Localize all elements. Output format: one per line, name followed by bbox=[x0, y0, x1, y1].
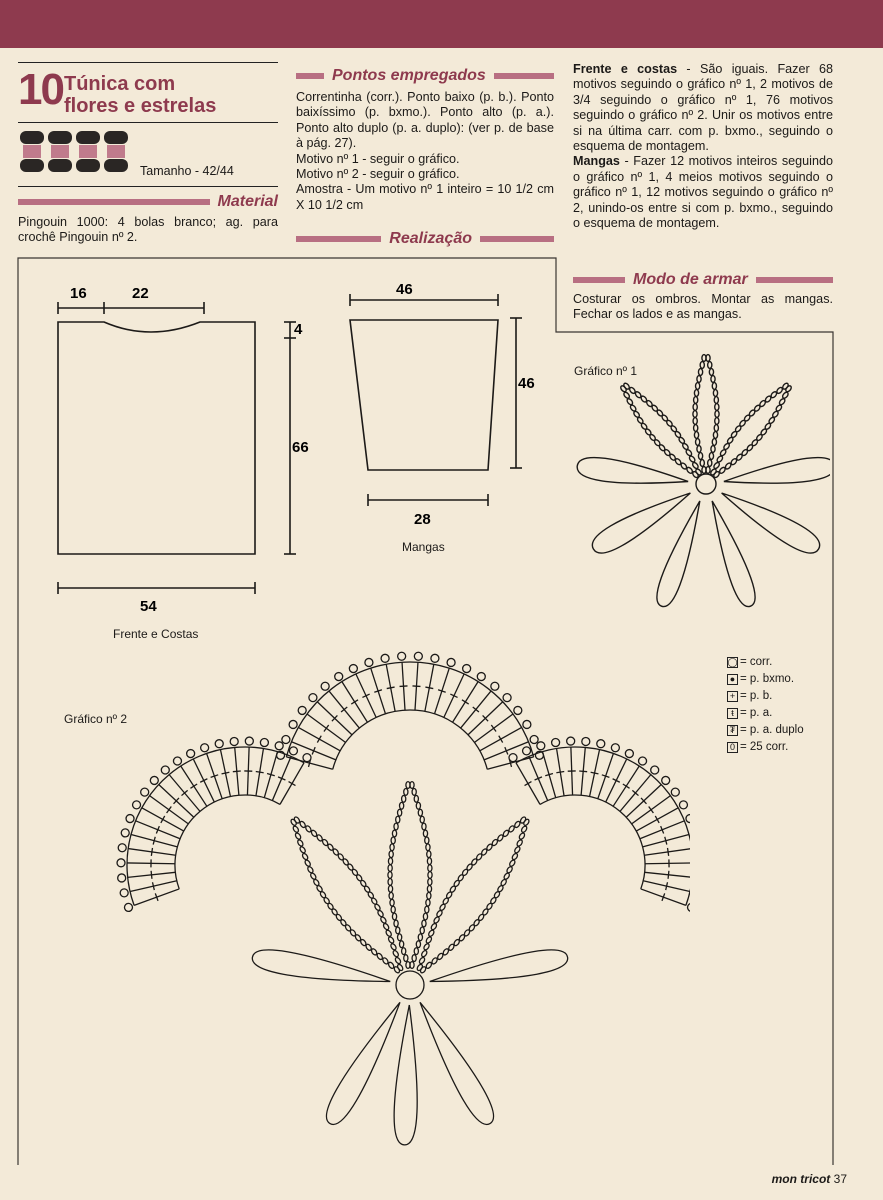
body-schematic bbox=[40, 280, 340, 620]
chain-loop-icon: 0 bbox=[727, 742, 738, 753]
legend-label: = p. b. bbox=[740, 690, 773, 702]
body-schematic-caption: Frente e Costas bbox=[113, 627, 199, 641]
dim-width: 54 bbox=[140, 598, 157, 615]
single-crochet-icon: + bbox=[727, 691, 738, 702]
realizacao-heading-label: Realização bbox=[389, 230, 472, 247]
legend-row bbox=[727, 654, 804, 671]
chart2-chain-loop bbox=[388, 782, 432, 969]
pontos-line-1: Correntinha (corr.). Ponto baixo (p. b.). Ponto baixíssimo (p. bxmo.). Ponto alto (p. a.). Ponto alto duplo (p. a. duplo): (ver p. de base à pág. 27). bbox=[296, 90, 554, 151]
chart1-petal bbox=[577, 458, 688, 484]
magazine-brand: mon tricot bbox=[771, 1172, 831, 1186]
chart2-chain-loop bbox=[416, 816, 530, 974]
title-line-1: Túnica com bbox=[64, 73, 176, 95]
dim-length: 66 bbox=[292, 439, 309, 456]
legend-row bbox=[727, 705, 804, 722]
legend-label: = p. a. bbox=[740, 707, 773, 719]
chart1-motif bbox=[566, 346, 830, 618]
chart1-center-ring bbox=[696, 474, 716, 494]
chart2-petal bbox=[430, 950, 568, 982]
legend-label: = 25 corr. bbox=[740, 741, 789, 753]
treble-crochet-icon: ₮ bbox=[727, 725, 738, 736]
page-footer bbox=[772, 1172, 847, 1186]
material-text: Pingouin 1000: 4 bolas branco; ag. para crochê Pingouin nº 2. bbox=[18, 215, 278, 245]
page-number: 37 bbox=[833, 1172, 847, 1186]
double-crochet-icon: ŧ bbox=[727, 708, 738, 719]
legend-label: = corr. bbox=[740, 656, 773, 668]
mangas-text: - Fazer 12 motivos inteiros seguindo o gráfico nº 1, 4 meios motivos seguindo o gráfico nº 1, 12 motivos seguindo o gráfico nº 2, unindo-os entre si com p. bxmo., seguindo o esquema de montagem. bbox=[573, 154, 833, 231]
dim-sleeve-bottom: 28 bbox=[414, 511, 431, 528]
dim-sleeve-length: 46 bbox=[518, 375, 535, 392]
chart2-petal bbox=[252, 950, 390, 982]
sleeve-schematic-caption: Mangas bbox=[402, 540, 445, 554]
chart1-petal bbox=[724, 458, 830, 484]
dim-neck: 22 bbox=[132, 285, 149, 302]
chart2-petal bbox=[420, 1002, 494, 1124]
legend-row bbox=[727, 688, 804, 705]
chart2-petal bbox=[326, 1002, 400, 1124]
modo-text: Costurar os ombros. Montar as mangas. Fechar os lados e as mangas. bbox=[573, 292, 833, 322]
dim-shoulder: 16 bbox=[70, 285, 87, 302]
sleeve-outline bbox=[350, 320, 498, 470]
chart1-caption: Gráfico nº 1 bbox=[574, 364, 638, 378]
chart2-chain-loop bbox=[290, 816, 404, 974]
sleeve-schematic bbox=[340, 278, 550, 528]
dim-neck-depth: 4 bbox=[294, 321, 303, 338]
modo-heading-label: Modo de armar bbox=[633, 271, 748, 288]
pontos-heading-label: Pontos empregados bbox=[332, 67, 486, 84]
size-label: Tamanho - 42/44 bbox=[140, 164, 234, 178]
chart2-top-fan bbox=[277, 652, 544, 769]
chart2-left-fan bbox=[117, 737, 311, 911]
chart1-chain-petal bbox=[693, 355, 719, 474]
mangas-label: Mangas bbox=[573, 154, 620, 169]
legend-label: = p. a. duplo bbox=[740, 724, 804, 736]
dim-sleeve-top: 46 bbox=[396, 281, 413, 298]
legend-row bbox=[727, 739, 804, 756]
pattern-number: 10 bbox=[18, 65, 63, 114]
legend-row bbox=[727, 722, 804, 739]
chart2-right-fan bbox=[509, 737, 690, 911]
pontos-line-4: Amostra - Um motivo nº 1 inteiro = 10 1/2 cm X 10 1/2 cm bbox=[296, 182, 554, 212]
body-outline bbox=[58, 322, 255, 554]
legend-label: = p. bxmo. bbox=[740, 673, 795, 685]
chart2-motif bbox=[110, 640, 690, 1160]
chart2-petal bbox=[394, 1005, 417, 1145]
frente-costas-text: - São iguais. Fazer 68 motivos seguindo o gráfico nº 1, 2 motivos de 3/4 seguindo o gráfico nº 1, 76 motivos seguindo o gráfico nº 2. Unir os motivos entre si na última carr. com p. bxmo., seguindo o esquema de montagem. bbox=[573, 62, 833, 154]
frente-costas-label: Frente e costas bbox=[573, 62, 678, 76]
material-heading-label: Material bbox=[217, 193, 278, 210]
chart2-center-ring bbox=[396, 971, 424, 999]
title-line-2: flores e estrelas bbox=[64, 95, 217, 117]
chain-stitch-icon: ◯ bbox=[727, 657, 738, 667]
pontos-line-3: Motivo nº 2 - seguir o gráfico. bbox=[296, 167, 460, 182]
stitch-legend bbox=[727, 654, 804, 756]
chart2-caption: Gráfico nº 2 bbox=[64, 712, 128, 726]
slip-stitch-icon: ● bbox=[727, 674, 738, 685]
legend-row bbox=[727, 671, 804, 688]
pontos-line-2: Motivo nº 1 - seguir o gráfico. bbox=[296, 151, 460, 166]
